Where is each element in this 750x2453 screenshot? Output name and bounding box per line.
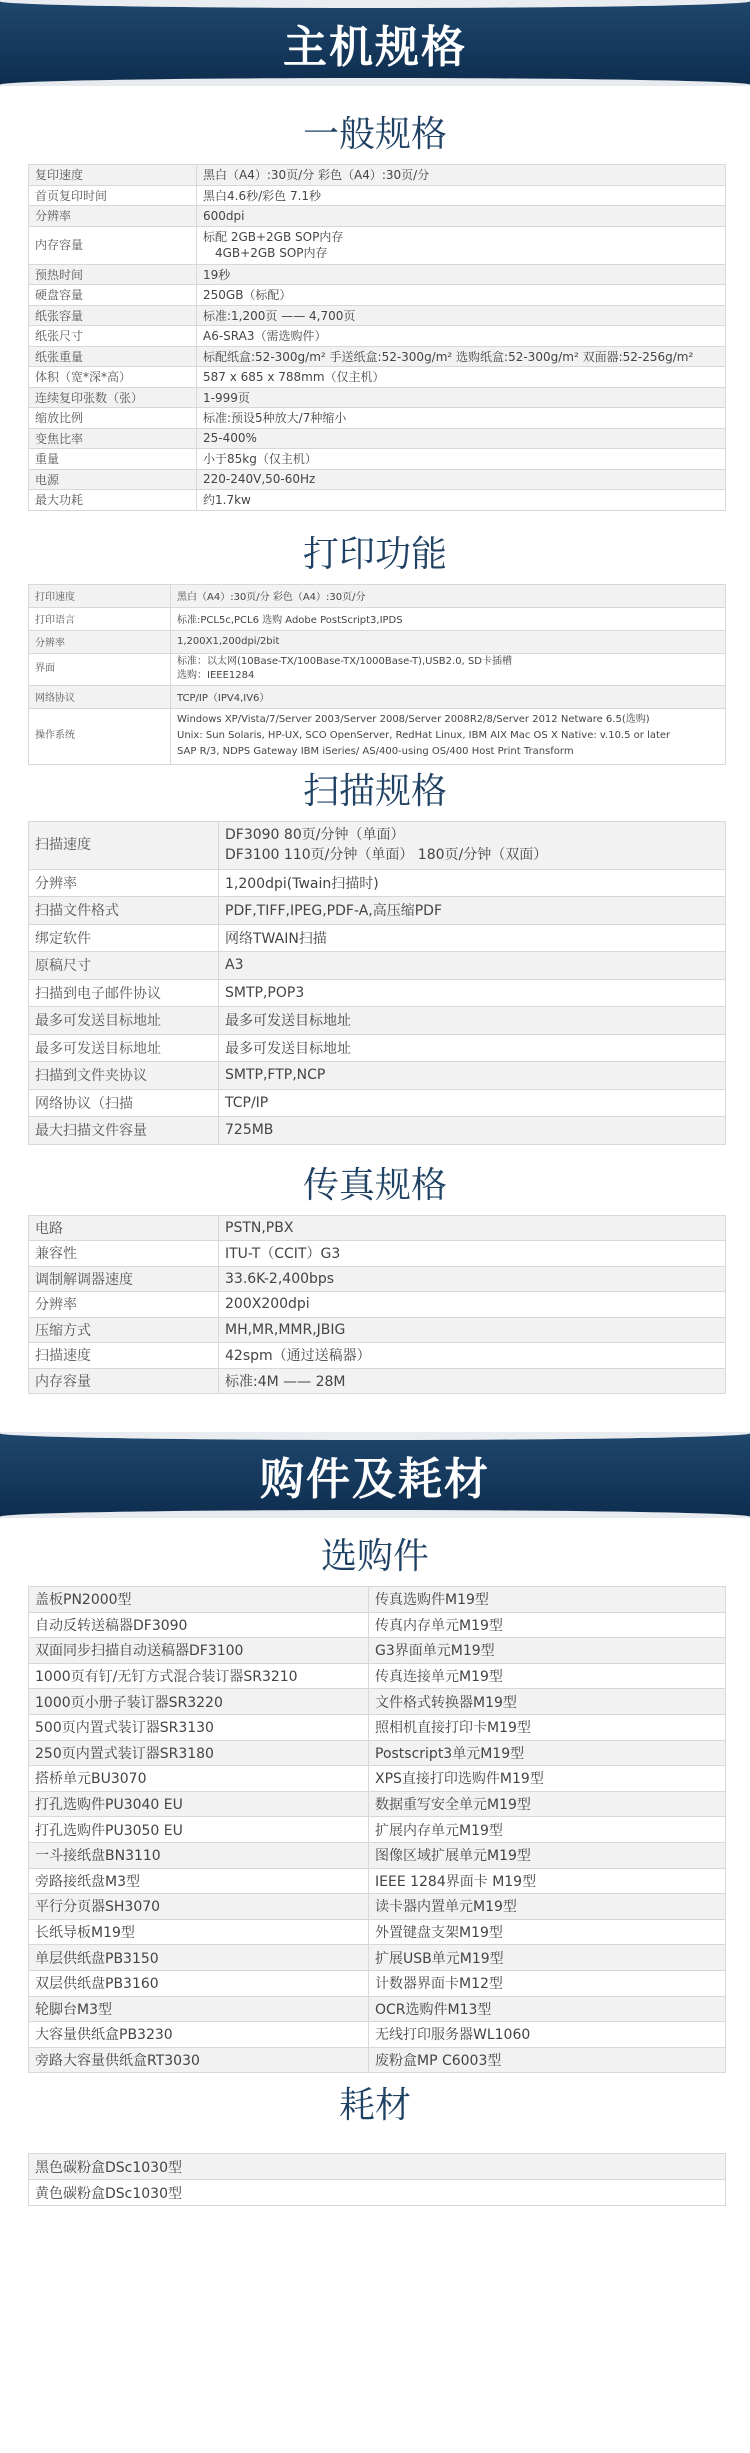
spec-row (29, 1241, 726, 1267)
banner-swoosh-top (0, 0, 750, 8)
option-item: 平行分页器SH3070 (29, 1894, 369, 1920)
spec-row (29, 1292, 726, 1318)
spec-value (219, 1062, 726, 1090)
spec-value-line: 黑白（A4）:30页/分 彩色（A4）:30页/分 (177, 592, 366, 603)
spec-value-line: 黑白4.6秒/彩色 7.1秒 (203, 188, 322, 203)
spec-key: 打印语言 (29, 607, 171, 630)
spec-row (29, 449, 726, 470)
spec-row (29, 1343, 726, 1369)
spec-key: 最多可发送目标地址 (29, 1007, 219, 1035)
spec-value (219, 1034, 726, 1062)
option-item: G3界面单元M19型 (369, 1638, 726, 1664)
option-item: Postscript3单元M19型 (369, 1740, 726, 1766)
spec-value-line: 250GB（标配） (203, 288, 292, 303)
consumable-item: 黄色碳粉盒DSc1030型 (29, 2180, 726, 2206)
spec-key: 连续复印张数（张） (29, 387, 197, 408)
option-item: 轮脚台M3型 (29, 1996, 369, 2022)
spec-row (29, 206, 726, 227)
spec-value-line: 标配纸盒:52-300g/m² 手送纸盒:52-300g/m² 选购纸盒:52-300g/m² 双面器:52-256g/m² (203, 349, 694, 364)
spec-row (29, 408, 726, 429)
option-item: 废粉盒MP C6003型 (369, 2047, 726, 2073)
option-item: 单层供纸盘PB3150 (29, 1945, 369, 1971)
option-row (29, 1970, 726, 1996)
option-item: 双面同步扫描自动送稿器DF3100 (29, 1638, 369, 1664)
spec-value-line: 1,200X1,200dpi/2bit (177, 636, 280, 647)
option-row (29, 1714, 726, 1740)
spec-row (29, 1062, 726, 1090)
option-row (29, 1689, 726, 1715)
spec-row (29, 305, 726, 326)
option-row (29, 1919, 726, 1945)
spec-value-line: 1,200dpi(Twain扫描时) (225, 875, 379, 892)
spec-key: 体积（宽*深*高） (29, 367, 197, 388)
option-item: XPS直接打印选购件M19型 (369, 1766, 726, 1792)
spec-key: 变焦比率 (29, 428, 197, 449)
spec-key: 分辨率 (29, 630, 171, 653)
spec-value (219, 1292, 726, 1318)
spec-key: 内存容量 (29, 226, 197, 264)
spec-value (197, 428, 726, 449)
option-row (29, 1740, 726, 1766)
spec-key: 绑定软件 (29, 924, 219, 952)
spec-value (197, 449, 726, 470)
section-title-options: 选购件 (320, 1536, 429, 1577)
option-item: 照相机直接打印卡M19型 (369, 1714, 726, 1740)
option-item: 无线打印服务器WL1060 (369, 2022, 726, 2048)
spec-value (197, 226, 726, 264)
spec-value (197, 408, 726, 429)
spec-value-line: PSTN,PBX (225, 1219, 294, 1236)
spec-key: 扫描文件格式 (29, 897, 219, 925)
spec-key: 扫描速度 (29, 1343, 219, 1369)
scan-spec-table (28, 821, 726, 1145)
consumable-row (29, 2154, 726, 2180)
spec-value (171, 607, 726, 630)
spec-row (29, 1368, 726, 1394)
spec-row (29, 367, 726, 388)
spec-key: 网络协议（扫描 (29, 1089, 219, 1117)
spec-value-line: 587 x 685 x 788mm（仅主机） (203, 370, 385, 385)
spec-value-line: 标配 2GB+2GB SOP内存 (203, 230, 344, 244)
spec-row (29, 226, 726, 264)
spec-value (219, 897, 726, 925)
spec-value-line: ITU-T（CCIT）G3 (225, 1246, 341, 1263)
spec-value-line: Windows XP/Vista/7/Server 2003/Server 2008/Server 2008R2/8/Server 2012 Netware 6.5(选购) (177, 714, 650, 725)
spec-row (29, 326, 726, 347)
spec-row (29, 653, 726, 685)
spec-value (219, 1317, 726, 1343)
spec-value (197, 185, 726, 206)
option-item: 双层供纸盘PB3160 (29, 1970, 369, 1996)
spec-key: 打印速度 (29, 584, 171, 607)
spec-key: 内存容量 (29, 1368, 219, 1394)
spec-value-line: 25-400% (203, 431, 257, 446)
spec-value-line: SMTP,POP3 (225, 984, 305, 1001)
option-row (29, 1868, 726, 1894)
option-row (29, 1996, 726, 2022)
spec-row (29, 584, 726, 607)
spec-value-line: 黑白（A4）:30页/分 彩色（A4）:30页/分 (203, 168, 430, 183)
section-title-print: 打印功能 (302, 533, 447, 575)
spec-key: 最大扫描文件容量 (29, 1117, 219, 1145)
spec-key: 硬盘容量 (29, 285, 197, 306)
spec-value-line: 1-999页 (203, 390, 250, 405)
spec-value (219, 952, 726, 980)
spec-value (197, 264, 726, 285)
spec-key: 最多可发送目标地址 (29, 1034, 219, 1062)
spec-key: 分辨率 (29, 869, 219, 897)
option-item: 传真内存单元M19型 (369, 1612, 726, 1638)
spec-value-line: MH,MR,MMR,JBIG (225, 1321, 346, 1338)
spec-row (29, 1117, 726, 1145)
spec-value-line: 200X200dpi (225, 1296, 310, 1313)
spec-value-line: 标准:1,200页 —— 4,700页 (203, 308, 356, 323)
option-item: 读卡器内置单元M19型 (369, 1894, 726, 1920)
banner-title: 购件及耗材 (260, 1454, 490, 1505)
option-item: 扩展内存单元M19型 (369, 1817, 726, 1843)
spec-row (29, 952, 726, 980)
spec-key: 纸张重量 (29, 346, 197, 367)
spec-value-line: Unix: Sun Solaris, HP-UX, SCO OpenServer, RedHat Linux, IBM AIX Mac OS X Native: v.10.5 or later (177, 730, 671, 741)
spec-value-line: 42spm（通过送稿器） (225, 1348, 371, 1365)
spec-row (29, 1215, 726, 1241)
spec-key: 首页复印时间 (29, 185, 197, 206)
spec-key: 调制解调器速度 (29, 1266, 219, 1292)
spec-value-line: SMTP,FTP,NCP (225, 1067, 326, 1084)
banner-swoosh-bottom (0, 78, 750, 86)
spec-value-line: 725MB (225, 1122, 274, 1139)
spec-value (219, 1368, 726, 1394)
spec-row (29, 1034, 726, 1062)
spec-value (197, 346, 726, 367)
option-row (29, 1638, 726, 1664)
spec-key: 扫描到文件夹协议 (29, 1062, 219, 1090)
consumable-item: 黑色碳粉盒DSc1030型 (29, 2154, 726, 2180)
spec-key: 扫描到电子邮件协议 (29, 979, 219, 1007)
option-item: 打孔选购件PU3050 EU (29, 1817, 369, 1843)
option-item: 旁路接纸盘M3型 (29, 1868, 369, 1894)
spec-value-line: 标准：以太网(10Base-TX/100Base-TX/1000Base-T),USB2.0, SD卡插槽 (177, 656, 512, 667)
spec-value-line: PDF,TIFF,IPEG,PDF-A,高压缩PDF (225, 903, 442, 920)
spec-key: 压缩方式 (29, 1317, 219, 1343)
spec-row (29, 869, 726, 897)
spec-key: 扫描速度 (29, 821, 219, 869)
spec-value-line: 标准:4M —— 28M (225, 1373, 346, 1390)
option-item: IEEE 1284界面卡 M19型 (369, 1868, 726, 1894)
option-item: 1000页有钉/无钉方式混合装订器SR3210 (29, 1663, 369, 1689)
spec-key: 网络协议 (29, 685, 171, 708)
spec-row (29, 1007, 726, 1035)
spec-value (197, 367, 726, 388)
spec-row (29, 708, 726, 764)
banner-title: 主机规格 (283, 22, 467, 73)
spec-row (29, 469, 726, 490)
option-item: 打孔选购件PU3040 EU (29, 1791, 369, 1817)
option-item: 盖板PN2000型 (29, 1587, 369, 1613)
spec-value (171, 653, 726, 685)
spec-value-line: 小于85kg（仅主机） (203, 452, 317, 467)
option-row (29, 2047, 726, 2073)
spec-value (219, 869, 726, 897)
spec-value (171, 708, 726, 764)
spec-key: 纸张容量 (29, 305, 197, 326)
spec-row (29, 979, 726, 1007)
spec-key: 纸张尺寸 (29, 326, 197, 347)
spec-row (29, 924, 726, 952)
option-row (29, 1766, 726, 1792)
spec-value-line: 选购：IEEE1284 (177, 670, 255, 681)
spec-value-line: 4GB+2GB SOP内存 (215, 246, 328, 260)
banner-swoosh-bottom (0, 1510, 750, 1518)
spec-row (29, 897, 726, 925)
spec-value-line: SAP R/3, NDPS Gateway IBM iSeries/ AS/400-using OS/400 Host Print Transform (177, 746, 574, 757)
spec-key: 分辨率 (29, 1292, 219, 1318)
spec-value (171, 584, 726, 607)
banner-options-consumables (0, 1432, 750, 1518)
option-item: 计数器界面卡M12型 (369, 1970, 726, 1996)
option-item: 扩展USB单元M19型 (369, 1945, 726, 1971)
spec-key: 复印速度 (29, 165, 197, 186)
spec-value (219, 1241, 726, 1267)
spec-row (29, 1317, 726, 1343)
spec-key: 重量 (29, 449, 197, 470)
option-row (29, 1842, 726, 1868)
spec-value-line: 最多可发送目标地址 (225, 1013, 351, 1030)
spec-row (29, 630, 726, 653)
spec-row (29, 285, 726, 306)
spec-row (29, 387, 726, 408)
spec-row (29, 1089, 726, 1117)
spec-value-line: 约1.7kw (203, 493, 251, 508)
spec-row (29, 264, 726, 285)
option-item: 1000页小册子装订器SR3220 (29, 1689, 369, 1715)
option-row (29, 1945, 726, 1971)
option-item: 250页内置式装订器SR3180 (29, 1740, 369, 1766)
option-row (29, 1612, 726, 1638)
spec-row (29, 685, 726, 708)
spec-value (219, 1343, 726, 1369)
options-table (28, 1586, 726, 2073)
option-row (29, 1791, 726, 1817)
spec-row (29, 165, 726, 186)
section-title-scan: 扫描规格 (302, 770, 447, 812)
spec-value-line: DF3100 110页/分钟（单面） 180页/分钟（双面） (225, 847, 548, 863)
option-row (29, 1817, 726, 1843)
option-item: 数据重写安全单元M19型 (369, 1791, 726, 1817)
section-title-general: 一般规格 (302, 114, 447, 155)
option-item: 传真连接单元M19型 (369, 1663, 726, 1689)
option-item: 传真选购件M19型 (369, 1587, 726, 1613)
consumable-row (29, 2180, 726, 2206)
spec-value (219, 979, 726, 1007)
spec-value-line: 33.6K-2,400bps (225, 1270, 335, 1287)
spec-value (171, 630, 726, 653)
option-item: 长纸导板M19型 (29, 1919, 369, 1945)
spec-value-line: DF3090 80页/分钟（单面） (225, 827, 405, 843)
spec-key: 分辨率 (29, 206, 197, 227)
option-item: 外置键盘支架M19型 (369, 1919, 726, 1945)
spec-value (197, 469, 726, 490)
spec-key: 预热时间 (29, 264, 197, 285)
spec-value-line: TCP/IP（IPV4,IV6） (177, 693, 270, 704)
spec-value-line: 19秒 (203, 267, 231, 282)
spec-value-line: TCP/IP (225, 1094, 269, 1111)
spec-value (219, 1215, 726, 1241)
option-row (29, 1587, 726, 1613)
spec-value-line: 标准:PCL5c,PCL6 选购 Adobe PostScript3,IPDS (177, 615, 403, 626)
spec-value (219, 1266, 726, 1292)
spec-value (219, 821, 726, 869)
option-row (29, 1663, 726, 1689)
spec-row (29, 607, 726, 630)
option-item: 文件格式转换器M19型 (369, 1689, 726, 1715)
option-row (29, 2022, 726, 2048)
option-item: OCR选购件M13型 (369, 1996, 726, 2022)
spec-key: 界面 (29, 653, 171, 685)
spec-row (29, 1266, 726, 1292)
spec-row (29, 346, 726, 367)
spec-key: 电路 (29, 1215, 219, 1241)
spec-key: 缩放比例 (29, 408, 197, 429)
spec-value-line: 标准:预设5种放大/7种缩小 (203, 411, 347, 426)
option-item: 搭桥单元BU3070 (29, 1766, 369, 1792)
spec-value (197, 326, 726, 347)
spec-value (197, 285, 726, 306)
banner-host-spec (0, 0, 750, 86)
general-spec-table (28, 164, 726, 511)
spec-key: 电源 (29, 469, 197, 490)
spec-value (219, 1089, 726, 1117)
spec-row (29, 428, 726, 449)
spec-row (29, 185, 726, 206)
spec-row (29, 821, 726, 869)
option-item: 自动反转送稿器DF3090 (29, 1612, 369, 1638)
banner-swoosh-top (0, 1432, 750, 1440)
spec-value (219, 1007, 726, 1035)
spec-value-line: 最多可发送目标地址 (225, 1040, 351, 1057)
spec-value-line: 网络TWAIN扫描 (225, 930, 327, 947)
option-item: 旁路大容量供纸盒RT3030 (29, 2047, 369, 2073)
spec-value (197, 206, 726, 227)
option-item: 500页内置式装订器SR3130 (29, 1714, 369, 1740)
spec-value (197, 165, 726, 186)
spec-value (197, 490, 726, 511)
spec-value-line: 600dpi (203, 208, 245, 223)
option-item: 图像区域扩展单元M19型 (369, 1842, 726, 1868)
print-spec-table (28, 584, 726, 765)
spec-value (197, 305, 726, 326)
option-row (29, 1894, 726, 1920)
spec-value (171, 685, 726, 708)
section-title-fax: 传真规格 (302, 1164, 447, 1206)
spec-key: 原稿尺寸 (29, 952, 219, 980)
spec-value-line: A3 (225, 957, 244, 974)
spec-value-line: A6-SRA3（需选购件） (203, 329, 327, 344)
spec-value (219, 1117, 726, 1145)
option-item: 一斗接纸盘BN3110 (29, 1842, 369, 1868)
section-title-consumables: 耗材 (338, 2085, 411, 2127)
consumables-table (28, 2153, 726, 2206)
spec-row (29, 490, 726, 511)
spec-key: 兼容性 (29, 1241, 219, 1267)
option-item: 大容量供纸盒PB3230 (29, 2022, 369, 2048)
fax-spec-table (28, 1215, 726, 1395)
spec-key: 最大功耗 (29, 490, 197, 511)
spec-value-line: 220-240V,50-60Hz (203, 472, 316, 487)
spec-key: 操作系统 (29, 708, 171, 764)
spec-value (219, 924, 726, 952)
spec-value (197, 387, 726, 408)
